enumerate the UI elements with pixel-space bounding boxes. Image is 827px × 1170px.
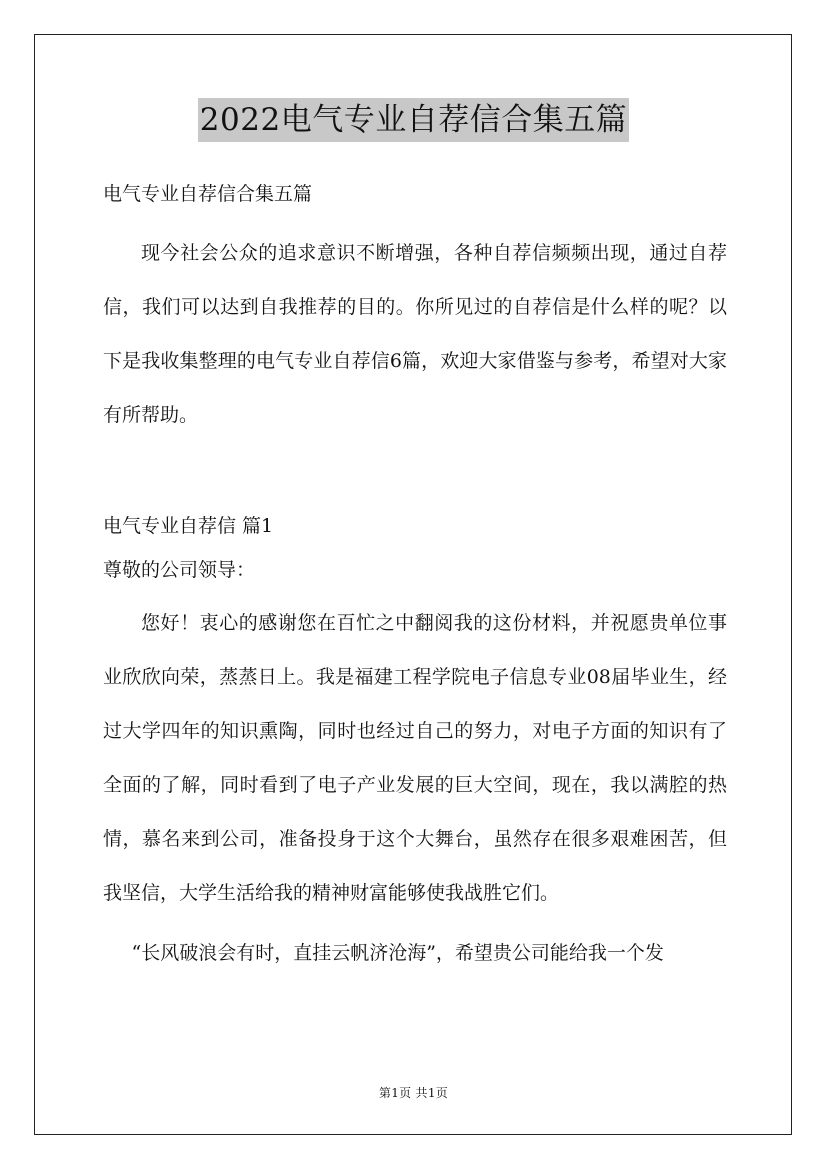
document-subtitle: 电气专业自荐信合集五篇 <box>103 183 313 205</box>
section-heading: 电气专业自荐信 篇1 <box>103 515 274 537</box>
body-paragraph-2: “长风破浪会有时，直挂云帆济沧海”，希望贵公司能给我一个发 <box>131 942 664 964</box>
page-footer: 第1页 共1页 <box>378 1086 449 1100</box>
title-container <box>0 98 827 142</box>
body-paragraph-1: 您好！衷心的感谢您在百忙之中翻阅我的这份材料，并祝愿贵单位事业欣欣向荣，蒸蒸日上。我是福建工程学院电子信息专业08届毕业生，经过大学四年的知识熏陶，同时也经过自己的努力，对电子方面的知识有了全面的了解，同时看到了电子产业发展的巨大空间，现在，我以满腔的热情，慕名来到公司，准备投身于这个大舞台，虽然存在很多艰难困苦，但我坚信，大学生活给我的精神财富能够使我战胜它们。 <box>103 612 727 904</box>
salutation: 尊敬的公司领导： <box>103 559 256 581</box>
document-body <box>103 172 727 980</box>
intro-paragraph: 现今社会公众的追求意识不断增强，各种自荐信频频出现，通过自荐信，我们可以达到自我推荐的目的。你所见过的自荐信是什么样的呢？以下是我收集整理的电气专业自荐信6篇，欢迎大家借鉴与参考，希望对大家有所帮助。 <box>103 242 727 426</box>
spacer <box>103 442 727 498</box>
document-title: 2022电气专业自荐信合集五篇 <box>198 98 629 142</box>
